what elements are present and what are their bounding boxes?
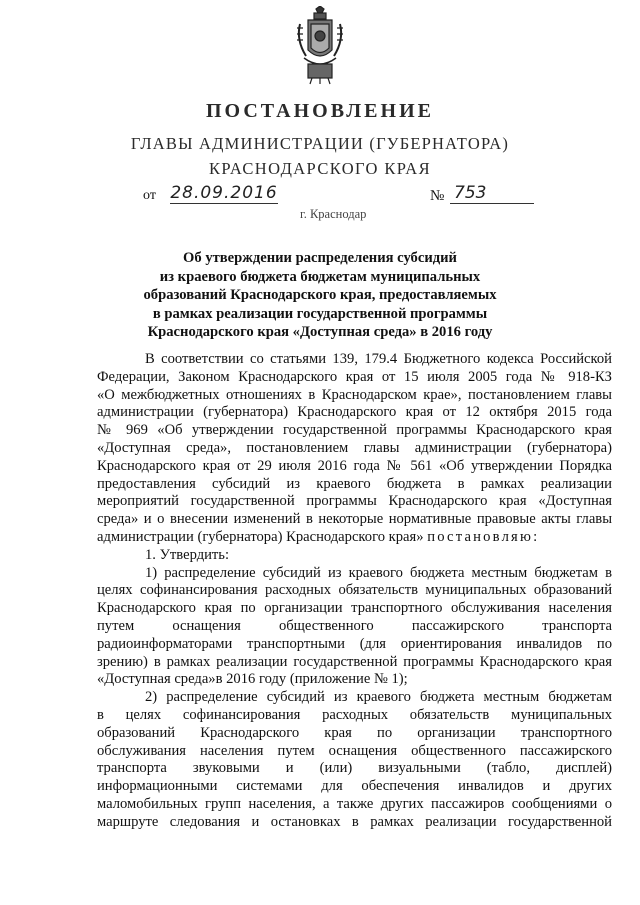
subitem-2-line: транспорта звуковыми и (или) визуальными (табло, дисплей) bbox=[97, 760, 612, 777]
preamble-line: «Доступная среда», постановлением главы администрации (губернатора) bbox=[97, 439, 612, 456]
title-line: образований Краснодарского края, предоставляемых bbox=[143, 287, 497, 303]
document-type-heading: ПОСТАНОВЛЕНИЕ bbox=[206, 100, 434, 122]
item-1: 1. Утвердить: bbox=[145, 546, 230, 563]
subitem-2-line: информационными системами для обеспечения инвалидов и других bbox=[97, 778, 612, 795]
document-title bbox=[0, 249, 640, 342]
issuer-heading: ГЛАВЫ АДМИНИСТРАЦИИ (ГУБЕРНАТОРА) bbox=[130, 134, 510, 153]
date-from-label: от bbox=[143, 188, 156, 203]
subitem-1-line: «Доступная среда»в 2016 году (приложение № 1); bbox=[97, 671, 408, 688]
title-line: Об утверждении распределения субсидий bbox=[183, 250, 457, 266]
preamble-line: среда» и о внесении изменений в некоторые нормативные правовые акты главы bbox=[97, 511, 612, 528]
document-number: 753 bbox=[450, 183, 534, 204]
preamble-line: В соответствии со статьями 139, 179.4 Бюджетного кодекса Российской bbox=[145, 351, 612, 367]
preamble-line: Краснодарского края от 29 июля 2016 года № 561 «Об утверждении Порядка bbox=[97, 457, 612, 474]
subitem-1-line: Краснодарского края по организации транспортного обслуживания населения bbox=[97, 600, 612, 617]
region-heading: КРАСНОДАРСКОГО КРАЯ bbox=[208, 159, 431, 178]
preamble-line: Федерации, Законом Краснодарского края от 15 июля 2005 года № 918-КЗ bbox=[97, 368, 612, 385]
subitem-2-line: 2) распределение субсидий из краевого бюджета местным бюджетам bbox=[145, 689, 612, 706]
title-line: из краевого бюджета бюджетам муниципальных bbox=[159, 268, 481, 285]
coat-of-arms-emblem bbox=[294, 6, 346, 86]
subitem-1-line: 1) распределение субсидий из краевого бюджета местным бюджетам в bbox=[145, 564, 612, 581]
title-line: в рамках реализации государственной программы bbox=[152, 305, 488, 322]
preamble-line: № 969 «Об утверждении государственной программы Краснодарского края bbox=[97, 422, 612, 439]
preamble-line: администрации (губернатора) Краснодарского края» bbox=[97, 528, 424, 545]
subitem-2-line: обслуживания населения путем оснащения общественного пассажирского bbox=[97, 742, 612, 759]
subitem-1-line: зрению) в рамках реализации государственной программы Краснодарского края bbox=[97, 653, 612, 670]
subitem-1-line: путем оснащения общественного пассажирского транспорта bbox=[97, 617, 612, 634]
subitem-2-line: маломобильных групп населения, а также других пассажиров сообщениями о bbox=[97, 795, 612, 812]
title-line: Краснодарского края «Доступная среда» в 2016 году bbox=[147, 324, 493, 340]
preamble-line: администрации (губернатора) Краснодарского края от 12 октября 2015 года bbox=[97, 404, 612, 421]
preamble-line: предоставления субсидий из краевого бюджета в рамках реализации bbox=[97, 475, 612, 492]
subitem-1-line: целях софинансирования расходных обязательств муниципальных образований bbox=[97, 582, 612, 599]
document-body bbox=[97, 351, 612, 832]
subitem-1-line: радиоинформаторами транспортными (для ориентирования инвалидов по bbox=[97, 635, 612, 652]
subitem-2-line: образований Краснодарского края по организации транспортного bbox=[97, 724, 612, 741]
subitem-2-line: в целях софинансирования расходных обязательств муниципальных bbox=[97, 706, 612, 723]
document-date: 28.09.2016 bbox=[170, 183, 278, 203]
preamble-line: мероприятий государственной программы Краснодарского края «Доступная bbox=[97, 493, 612, 510]
decree-word: постановляю: bbox=[427, 528, 540, 545]
preamble-last-line bbox=[97, 529, 612, 547]
city-name: г. Краснодар bbox=[300, 207, 367, 221]
preamble-line: «О межбюджетных отношениях в Краснодарском крае», постановлением главы bbox=[97, 386, 612, 403]
subitem-2-line: маршруте следования и остановках в рамках реализации государственной bbox=[97, 813, 612, 830]
number-label: № bbox=[430, 188, 445, 204]
